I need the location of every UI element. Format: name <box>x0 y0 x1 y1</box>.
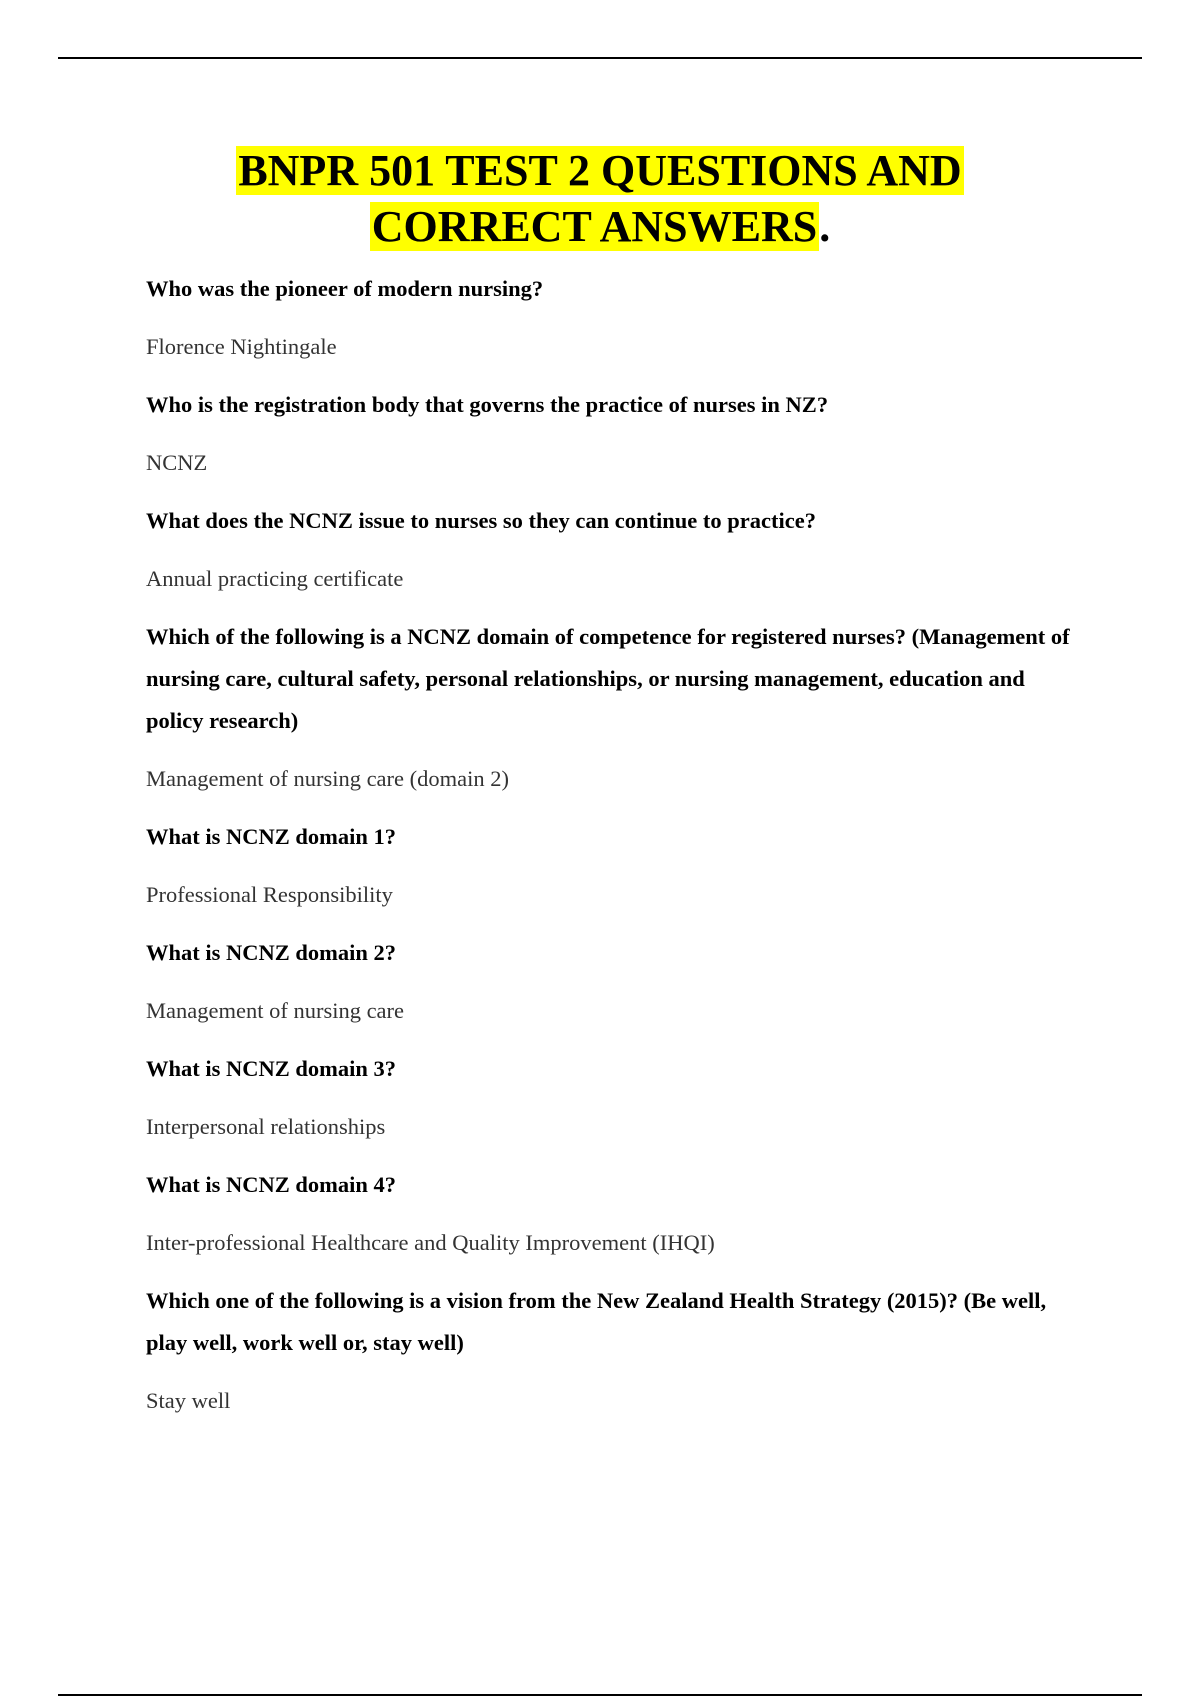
document-title <box>0 143 1200 255</box>
answer-8: Inter-professional Healthcare and Quality Improvement (IHQI) <box>146 1230 715 1255</box>
answer-2: NCNZ <box>146 450 208 475</box>
question-4: Which of the following is a NCNZ domain of competence for registered nurses? (Management of nursing care, cultural safety, personal relationships, or nursing management, education and policy research) <box>146 624 1070 733</box>
question-2: Who is the registration body that governs the practice of nurses in NZ? <box>146 392 829 417</box>
answer-3: Annual practicing certificate <box>146 566 404 591</box>
header-rule <box>58 57 1142 59</box>
question-3: What does the NCNZ issue to nurses so they can continue to practice? <box>146 508 816 533</box>
footer-rule <box>58 1694 1142 1696</box>
qa-list <box>146 268 1076 1438</box>
title-line-2: CORRECT ANSWERS <box>371 202 818 251</box>
answer-5: Professional Responsibility <box>146 882 393 907</box>
answer-4: Management of nursing care (domain 2) <box>146 766 509 791</box>
title-line-1: BNPR 501 TEST 2 QUESTIONS AND <box>238 146 962 195</box>
question-9: Which one of the following is a vision from the New Zealand Health Strategy (2015)? (Be well, play well, work well or, stay well) <box>146 1288 1047 1355</box>
question-8: What is NCNZ domain 4? <box>146 1172 397 1197</box>
question-6: What is NCNZ domain 2? <box>146 940 397 965</box>
question-7: What is NCNZ domain 3? <box>146 1056 397 1081</box>
answer-6: Management of nursing care <box>146 998 405 1023</box>
question-1: Who was the pioneer of modern nursing? <box>146 276 544 301</box>
answer-1: Florence Nightingale <box>146 334 337 359</box>
title-line-2-suffix: . <box>819 202 831 251</box>
answer-7: Interpersonal relationships <box>146 1114 386 1139</box>
question-5: What is NCNZ domain 1? <box>146 824 397 849</box>
answer-9: Stay well <box>146 1388 231 1413</box>
